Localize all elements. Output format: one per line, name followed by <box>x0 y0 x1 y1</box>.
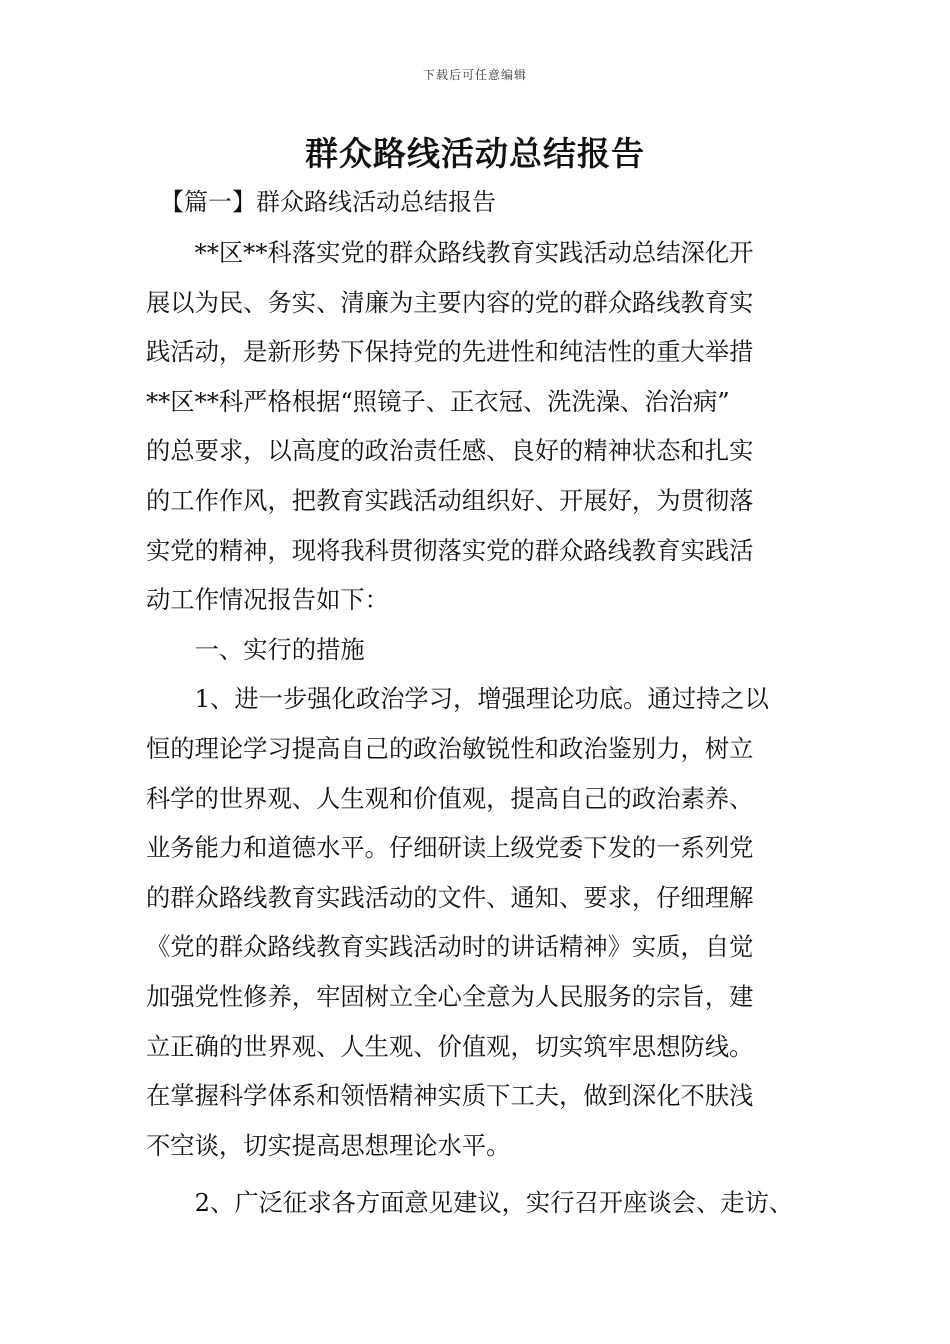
body-line: 的工作作风，把教育实践活动组织好、开展好，为贯彻落 <box>146 485 754 515</box>
body-line: 展以为民、务实、清廉为主要内容的党的群众路线教育实 <box>146 287 754 317</box>
section-title: 【篇一】群众路线活动总结报告 <box>160 188 496 216</box>
body-line: 动工作情况报告如下： <box>146 585 389 615</box>
body-line: 2、广泛征求各方面意见建议，实行召开座谈会、走访、 <box>146 1188 794 1218</box>
header-note: 下载后可任意编辑 <box>422 68 527 82</box>
paragraph-gap <box>146 1170 826 1178</box>
body-line: 1、进一步强化政治学习，增强理论功底。通过持之以 <box>146 684 769 714</box>
body-line: 在掌握科学体系和领悟精神实质下工夫，做到深化不肤浅 <box>146 1081 754 1111</box>
body-line: 不空谈，切实提高思想理论水平。 <box>146 1130 511 1160</box>
body-line: 实党的精神，现将我科贯彻落实党的群众路线教育实践活 <box>146 535 754 565</box>
body-line: 的总要求，以高度的政治责任感、良好的精神状态和扎实 <box>146 436 754 466</box>
body-line: **区**科严格根据“照镜子、正衣冠、洗洗澡、治治病” <box>146 386 730 416</box>
body-line: 立正确的世界观、人生观、价值观，切实筑牢思想防线。 <box>146 1031 754 1061</box>
body-line: 的群众路线教育实践活动的文件、通知、要求，仔细理解 <box>146 882 754 912</box>
body-line: 践活动，是新形势下保持党的先进性和纯洁性的重大举措 <box>146 337 754 367</box>
body-line: 科学的世界观、人生观和价值观，提高自己的政治素养、 <box>146 783 754 813</box>
body-line: **区**科落实党的群众路线教育实践活动总结深化开 <box>146 238 754 267</box>
body-line: 恒的理论学习提高自己的政治敏锐性和政治鉴别力，树立 <box>146 733 754 763</box>
document-body <box>146 228 826 1228</box>
document-title: 群众路线活动总结报告 <box>305 134 645 173</box>
body-line: 业务能力和道德水平。仔细研读上级党委下发的一系列党 <box>146 833 754 863</box>
body-line: 加强党性修养，牢固树立全心全意为人民服务的宗旨，建 <box>146 981 754 1011</box>
measures-heading: 一、实行的措施 <box>146 634 365 664</box>
body-line: 《党的群众路线教育实践活动时的讲话精神》实质，自觉 <box>146 932 754 962</box>
